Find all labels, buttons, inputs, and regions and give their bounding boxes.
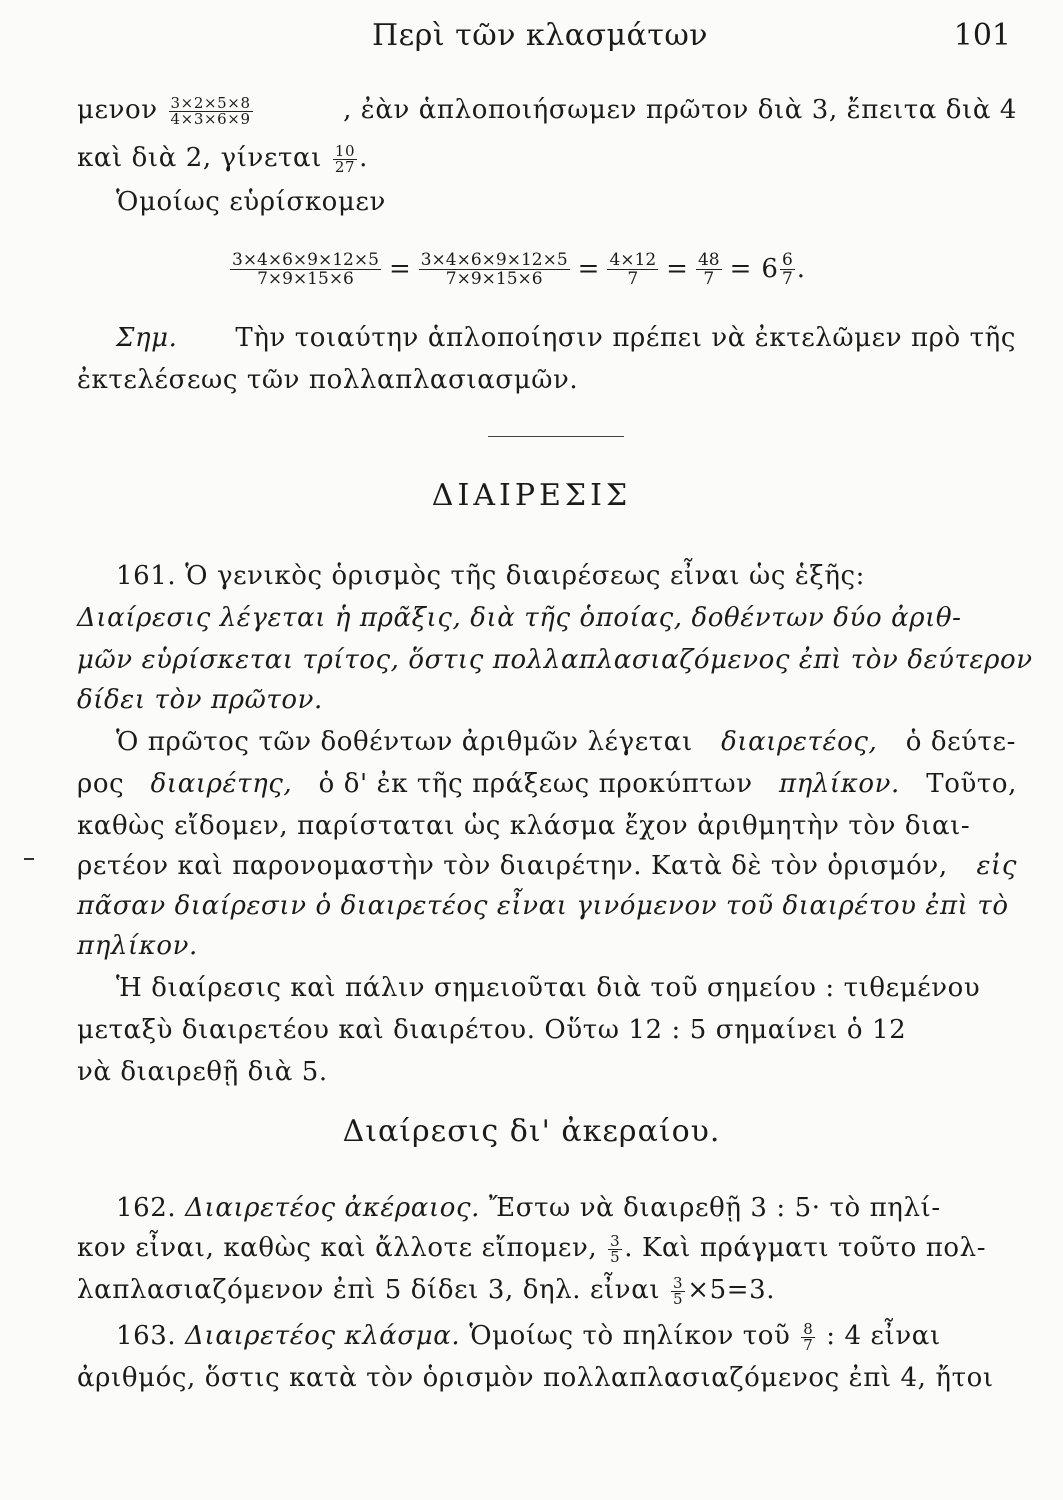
subsection-title: Διαίρεσις δι' ἀκεραίου. (342, 1114, 721, 1149)
text-segment: μενον $\frac{3\times 2\times 5\times 8}{4\times 3\times 6\times 9}$ (77, 93, 251, 128)
fraction: $\frac{4\times 12}{7}$ (609, 249, 657, 289)
text-line: πηλίκον. (77, 931, 198, 961)
text-line: ρος διαιρέτης, ὁ δ' ἐκ τῆς πράξεως προκύπτων πηλίκον. Τοῦτο, (77, 769, 1017, 799)
margin-mark (24, 858, 34, 860)
text-line: Ὁ πρῶτος τῶν δοθέντων ἀριθμῶν λέγεται διαιρετέος, ὁ δεύτε- (116, 727, 1016, 757)
fraction: $\frac{3}{5}$ (673, 1273, 684, 1308)
text-line: Διαίρεσις λέγεται ἡ πρᾶξις, διὰ τῆς ὁποίας, δοθέντων δύο ἀριθ- (77, 603, 962, 633)
text-line (116, 318, 1016, 358)
text-line: λαπλασιαζόμενον ἐπὶ 5 δίδει 3, δηλ. εἶναι $\frac{3}{5}$ ×5=3. (77, 1273, 776, 1308)
text-line: ρετέον καὶ παρονομαστὴν τὸν διαιρέτην. Κατὰ δὲ τὸν ὁρισμόν, εἰς (77, 851, 1017, 881)
fraction: $\frac{10}{27}$ (334, 141, 356, 176)
text-line: ἀριθμός, ὅστις κατὰ τὸν ὁρισμὸν πολλαπλασιαζόμενος ἐπὶ 4, ἤτοι (77, 1363, 994, 1393)
page-number: 101 (953, 18, 1011, 53)
fraction: $\frac{3\times 4\times 6\times 9\times 12\times 5}{7\times 9\times 15\times 6}$ (232, 249, 379, 289)
text-line: κον εἶναι, καθὼς καὶ ἄλλοτε εἴπομεν, $\frac{3}{5}$ . Καὶ πράγματι τοῦτο πολ- (77, 1231, 987, 1266)
fraction: $\frac{3\times 2\times 5\times 8}{4\times 3\times 6\times 9}$ (170, 93, 251, 128)
text-line: μεταξὺ διαιρετέου καὶ διαιρέτου. Οὕτω 12 : 5 σημαίνει ὁ 12 (77, 1015, 907, 1045)
fraction: $\frac{8}{7}$ (803, 1319, 814, 1354)
text-line: πᾶσαν διαίρεσιν ὁ διαιρετέος εἶναι γινόμενον τοῦ διαιρέτου ἐπὶ τὸ (77, 891, 1009, 921)
text-line: 161. Ὁ γενικὸς ὁρισμὸς τῆς διαιρέσεως εἶναι ὡς ἑξῆς: (116, 561, 866, 591)
text-line: ἐκτελέσεως τῶν πολλαπλασιασμῶν. (77, 365, 579, 395)
text-line: νὰ διαιρεθῇ διὰ 5. (77, 1057, 328, 1087)
running-title: Περὶ τῶν κλασμάτων (372, 18, 709, 53)
section-title: ΔΙΑΙΡΕΣΙΣ (431, 478, 632, 513)
note-label: Σημ. (116, 323, 178, 353)
divider (488, 436, 624, 437)
text-segment: , ἐὰν ἁπλοποιήσωμεν πρῶτον διὰ 3, ἔπειτα διὰ 4 (343, 95, 1017, 125)
text-line: Ἡ διαίρεσις καὶ πάλιν σημειοῦται διὰ τοῦ σημείου : τιθεμένου (116, 973, 981, 1003)
text-line: Ὁμοίως εὑρίσκομεν (116, 187, 386, 217)
fraction: $\frac{3\times 4\times 6\times 9\times 12\times 5}{7\times 9\times 15\times 6}$ (420, 249, 568, 289)
text-line: καὶ διὰ 2, γίνεται $\frac{10}{27}$ . (77, 141, 368, 176)
fraction: $\frac{48}{7}$ (697, 249, 720, 289)
fraction: $\frac{3}{5}$ (610, 1231, 621, 1266)
text-line: μῶν εὑρίσκεται τρίτος, ὅστις πολλαπλασιαζόμενος ἐπὶ τὸν δεύτερον (77, 645, 1033, 675)
text-line: καθὼς εἴδομεν, παρίσταται ὡς κλάσμα ἔχον ἀριθμητὴν τὸν διαι- (77, 811, 971, 841)
text-segment: Τὴν τοιαύτην ἁπλοποίησιν πρέπει νὰ ἐκτελῶμεν πρὸ τῆς (235, 323, 1016, 353)
text-line (77, 90, 1017, 130)
text-line: 162. Διαιρετέος ἀκέραιος. Ἔστω νὰ διαιρεθῇ 3 : 5· τὸ πηλί- (116, 1193, 941, 1223)
equation: $\frac{3\times 4\times 6\times 9\times 12\times 5}{7\times 9\times 15\times 6}$ = $\frac{3\times 4\times 6\times 9\times 12\times 5}{7\times 9\times 15\times 6}$ = $\frac{4\times 12}{7}$ = $\frac{48}{7}$ = 6 $\frac{6}{7}$ . (232, 249, 806, 289)
text-line: 163. Διαιρετέος κλάσμα. Ὁμοίως τὸ πηλίκον τοῦ $\frac{8}{7}$ : 4 εἶναι (116, 1319, 941, 1354)
text-line: δίδει τὸν πρῶτον. (77, 685, 323, 715)
running-header (0, 18, 1063, 68)
whole-number: 6 (761, 254, 778, 284)
fraction: $\frac{6}{7}$ (781, 249, 793, 289)
